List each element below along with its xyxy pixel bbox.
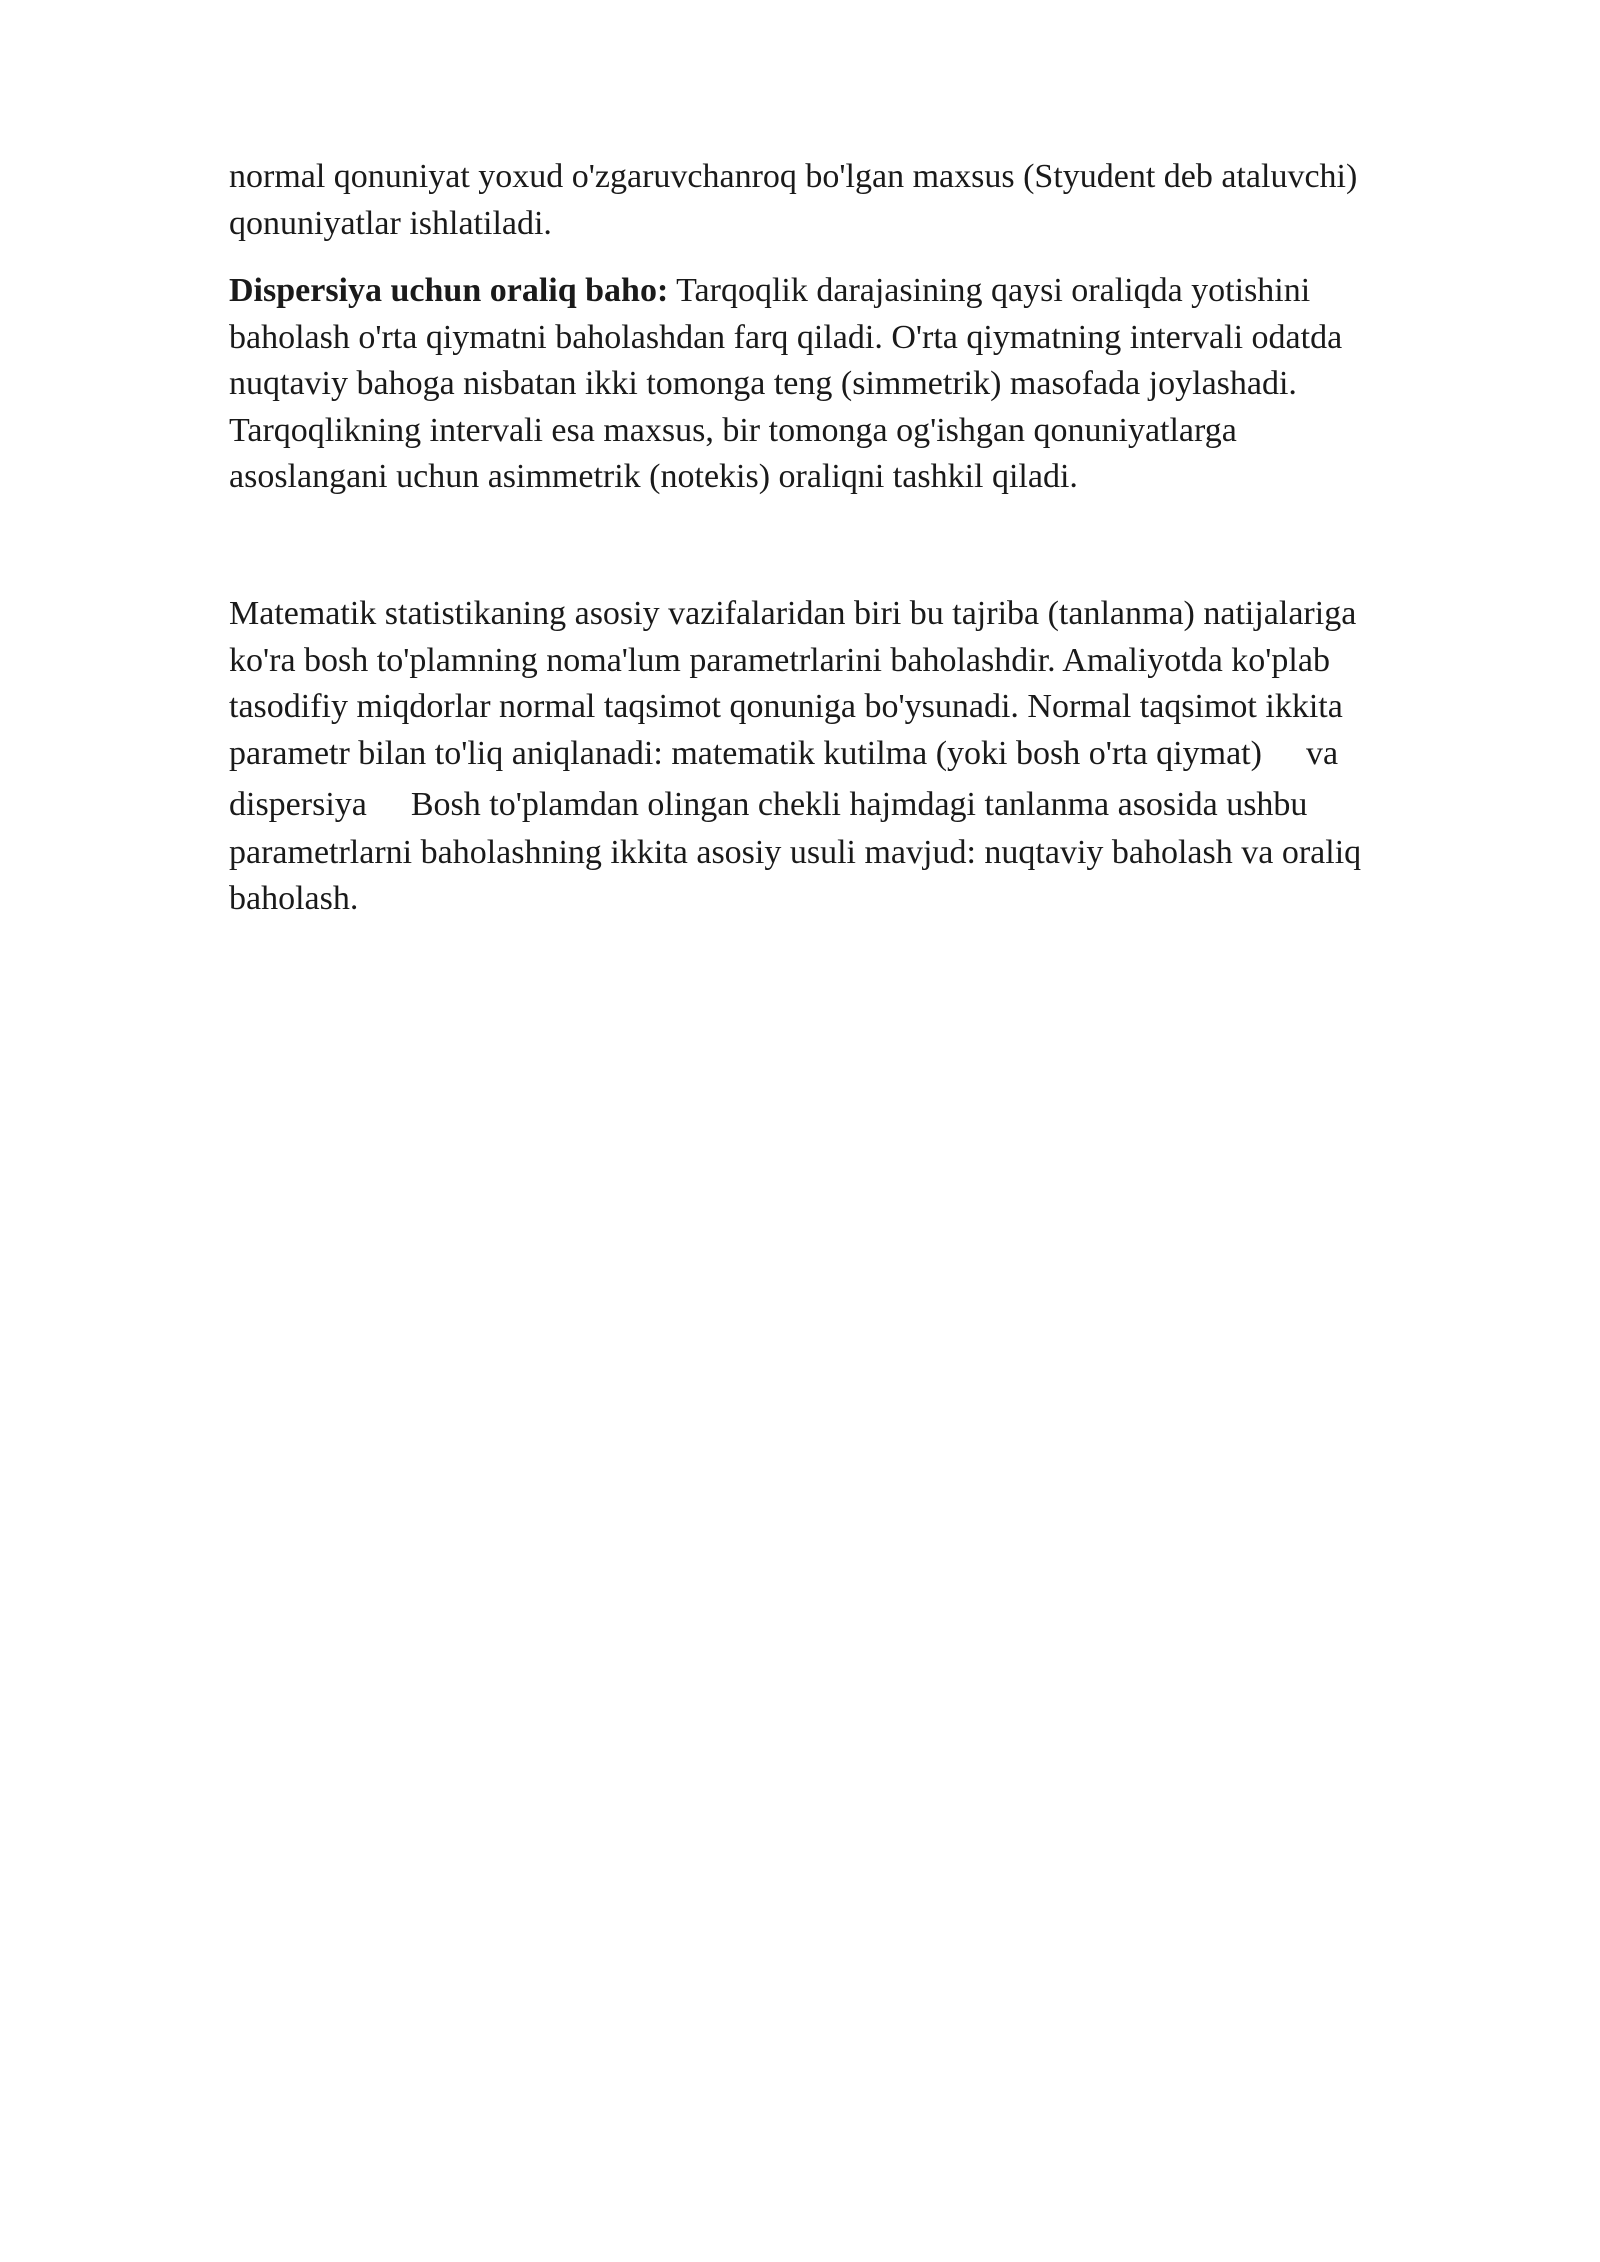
text-line [229,731,1509,778]
text-line: Tarqoqlikning intervali esa maxsus, bir tomonga og'ishgan qonuniyatlarga [229,411,1237,449]
text-line: qonuniyatlar ishlatiladi. [229,204,552,242]
text-line: tasodifiy miqdorlar normal taqsimot qonuniga bo'ysunadi. Normal taqsimot ikkita [229,688,1343,725]
text-line: ko'ra bosh to'plamning noma'lum parametrlarini baholashdir. Amaliyotda ko'plab [229,641,1330,679]
text-fragment: Bosh to'plamdan olingan chekli hajmdagi tanlanma asosida ushbu [410,786,1308,823]
text-fragment: Tarqoqlik darajasining qaysi oraliqda yotishini [668,272,1311,309]
text-line: nuqtaviy bahoga nisbatan ikki tomonga teng (simmetrik) masofada joylashadi. [229,365,1297,402]
paragraph-normal-law [229,154,1509,247]
bold-heading: Dispersiya uchun oraliq baho: [229,272,669,309]
text-line: Matematik statistikaning asosiy vazifalaridan biri bu tajriba (tanlanma) natijalariga [229,595,1357,632]
text-fragment: dispersiya [229,786,367,823]
text-fragment: parametr bilan to'liq aniqlanadi: matematik kutilma (yoki bosh o'rta qiymat) [229,734,1262,772]
text-line [229,268,1509,315]
paragraph-dispersion-interval [229,268,1509,501]
text-line: baholash. [229,880,359,917]
paragraph-statistics-tasks [229,591,1509,923]
text-line: baholash o'rta qiymatni baholashdan farq qiladi. O'rta qiymatning intervali odatda [229,318,1343,356]
text-fragment: va [1305,734,1339,772]
text-line [229,782,1509,829]
text-line: asoslangani uchun asimmetrik (notekis) oraliqni tashkil qiladi. [229,458,1078,495]
text-line: parametrlarni baholashning ikkita asosiy usuli mavjud: nuqtaviy baholash va oraliq [229,833,1362,871]
text-line: normal qonuniyat yoxud o'zgaruvchanroq bo'lgan maxsus (Styudent deb ataluvchi) [229,158,1358,195]
